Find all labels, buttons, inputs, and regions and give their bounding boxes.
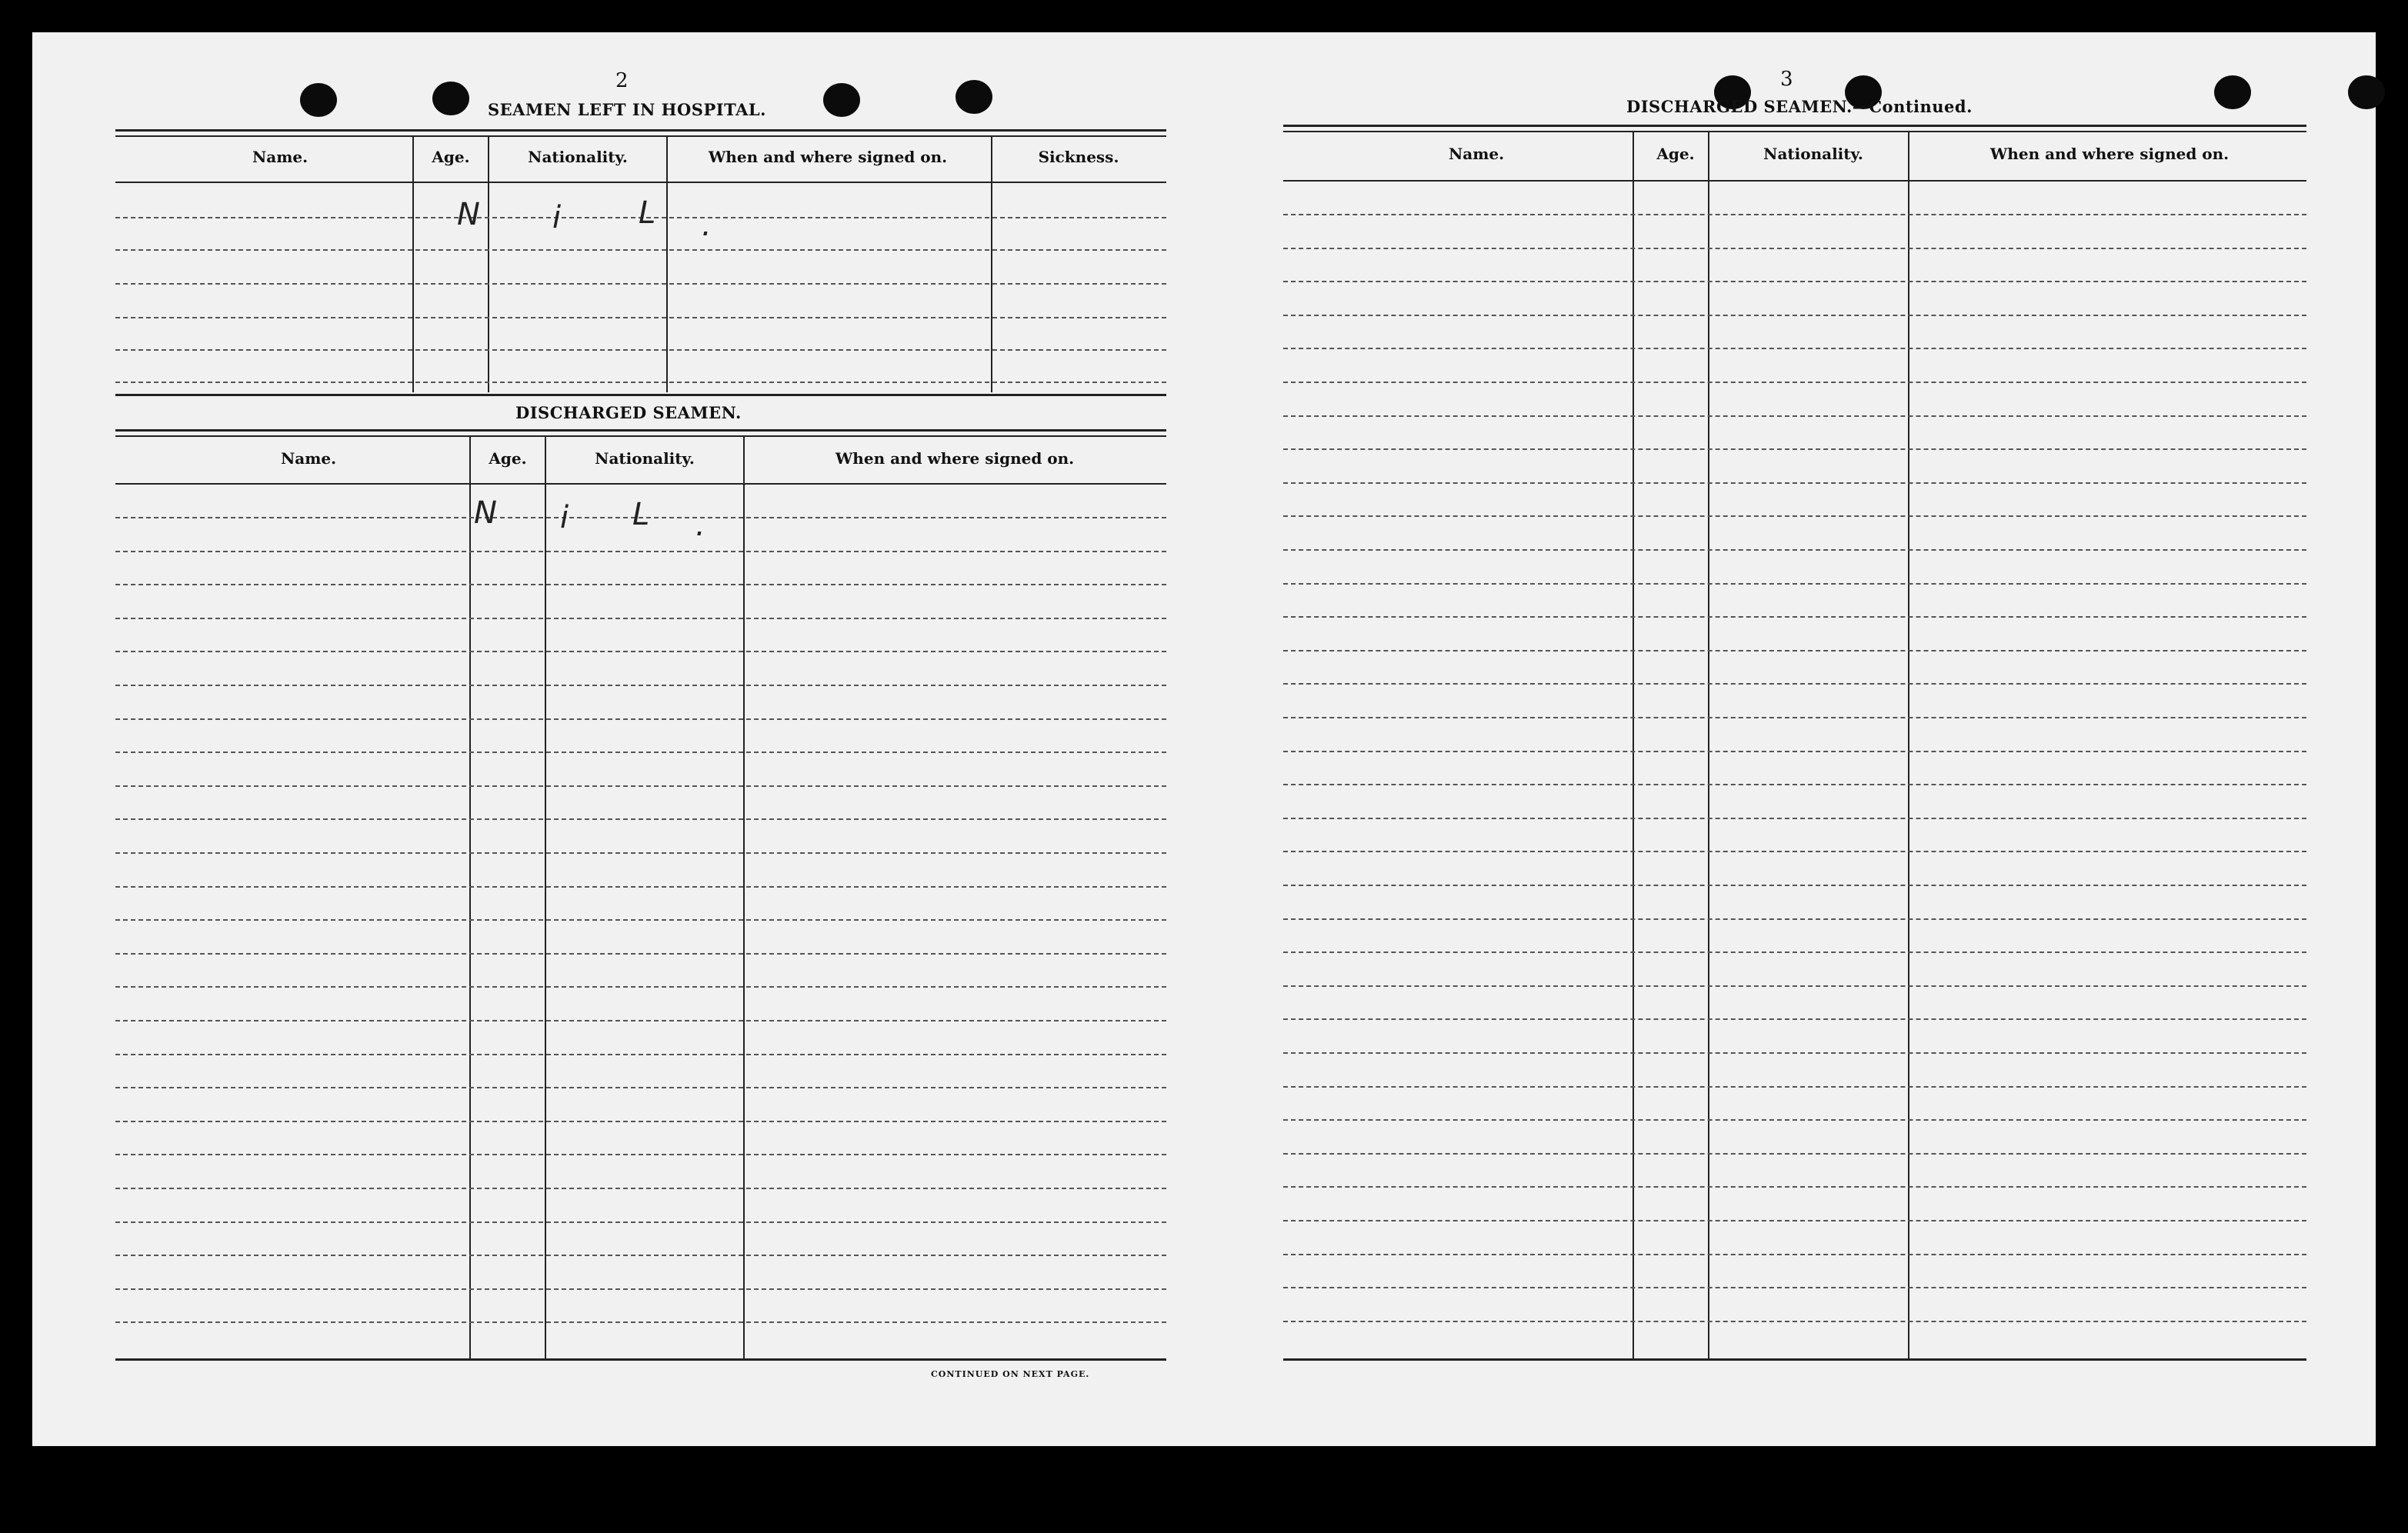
column-header-signed-on: When and where signed on. (1989, 145, 2230, 163)
column-divider (1908, 132, 1909, 1358)
table-bottom-rule (1283, 1358, 2306, 1361)
ruled-row (115, 1054, 1166, 1055)
ruled-row (115, 685, 1166, 686)
continued-footer: CONTINUED ON NEXT PAGE. (931, 1369, 1090, 1379)
handwritten-mark: L (632, 497, 650, 532)
ruled-row (115, 785, 1166, 787)
ruled-row (1283, 616, 2306, 618)
column-header-name: Name. (280, 449, 337, 468)
ruled-row (115, 551, 1166, 552)
ruled-row (1283, 1254, 2306, 1255)
ruled-row (1283, 751, 2306, 752)
ruled-row (1283, 281, 2306, 282)
ruled-row (115, 1288, 1166, 1290)
header-rule (1283, 180, 2306, 182)
column-divider (991, 137, 992, 392)
ruled-row (1283, 1220, 2306, 1221)
table-bottom-rule (115, 1358, 1166, 1361)
table-top-rule (115, 429, 1166, 432)
column-header-nationality: Nationality. (595, 449, 695, 468)
punch-hole (823, 83, 860, 117)
ruled-row (1283, 885, 2306, 886)
handwritten-mark: . (695, 508, 705, 543)
ruled-row (1283, 382, 2306, 383)
column-divider (666, 137, 668, 392)
punch-hole (432, 82, 469, 115)
ruled-row (115, 1087, 1166, 1088)
column-divider (1708, 132, 1709, 1358)
header-rule (115, 483, 1166, 485)
ruled-row (1283, 482, 2306, 484)
header-rule (115, 182, 1166, 183)
ruled-row (1283, 1153, 2306, 1155)
ruled-row (1283, 851, 2306, 852)
ruled-row (1283, 315, 2306, 316)
handwritten-mark: i (552, 200, 562, 235)
column-header-signed-on: When and where signed on. (835, 449, 1075, 468)
ruled-row (1283, 415, 2306, 417)
ruled-row (115, 818, 1166, 820)
table-top-rule (115, 435, 1166, 437)
column-divider (469, 437, 471, 1358)
ruled-row (115, 651, 1166, 652)
table-top-rule (115, 129, 1166, 132)
ruled-row (115, 1188, 1166, 1189)
column-header-age: Age. (489, 449, 527, 468)
ruled-row (1283, 784, 2306, 785)
ruled-row (115, 584, 1166, 585)
ruled-row (1283, 918, 2306, 920)
ruled-row (1283, 1052, 2306, 1054)
punch-hole (300, 83, 337, 117)
handwritten-mark: N (457, 197, 480, 232)
column-header-signed-on: When and where signed on. (708, 148, 948, 166)
column-divider (545, 437, 546, 1358)
handwritten-mark: L (639, 195, 656, 231)
ruled-row (1283, 348, 2306, 349)
ruled-row (1283, 818, 2306, 819)
table-top-rule (1283, 131, 2306, 132)
punch-hole (2348, 75, 2385, 109)
ruled-row (1283, 985, 2306, 987)
ruled-row (115, 618, 1166, 619)
ruled-row (115, 752, 1166, 753)
document-sheet (32, 32, 2376, 1446)
ruled-row (1283, 683, 2306, 685)
ruled-row (1283, 1018, 2306, 1020)
ruled-row (115, 1020, 1166, 1021)
ruled-row (115, 317, 1166, 318)
column-header-age: Age. (432, 148, 470, 166)
column-header-name: Name. (252, 148, 309, 166)
ruled-row (115, 1321, 1166, 1323)
ruled-row (1283, 1186, 2306, 1188)
table-top-rule (115, 135, 1166, 137)
ruled-row (115, 953, 1166, 955)
section-rule (115, 394, 1166, 396)
discharged-section-title: DISCHARGED SEAMEN. (515, 403, 742, 422)
ruled-row (1283, 448, 2306, 450)
ruled-row (115, 1121, 1166, 1122)
ruled-row (115, 1255, 1166, 1256)
ruled-row (115, 1221, 1166, 1223)
ruled-row (115, 249, 1166, 251)
page-number: 2 (615, 69, 629, 92)
ruled-row (115, 886, 1166, 888)
handwritten-mark: i (560, 500, 569, 535)
hospital-section-title: SEAMEN LEFT IN HOSPITAL. (488, 100, 766, 119)
column-header-nationality: Nationality. (1763, 145, 1863, 163)
column-header-age: Age. (1656, 145, 1695, 163)
handwritten-mark: N (474, 495, 497, 531)
ruled-row (115, 349, 1166, 351)
ruled-row (115, 852, 1166, 854)
column-header-nationality: Nationality. (528, 148, 628, 166)
ruled-row (1283, 1086, 2306, 1088)
discharged-continued-title: DISCHARGED SEAMEN.—Continued. (1626, 97, 1973, 116)
punch-hole (2214, 75, 2251, 109)
ruled-row (115, 986, 1166, 988)
table-top-rule (1283, 125, 2306, 127)
ruled-row (115, 382, 1166, 383)
ruled-row (115, 1154, 1166, 1155)
ruled-row (1283, 1119, 2306, 1121)
page-number: 3 (1780, 68, 1793, 91)
column-header-name: Name. (1448, 145, 1505, 163)
ruled-row (1283, 515, 2306, 517)
ruled-row (1283, 717, 2306, 718)
ruled-row (115, 283, 1166, 285)
ruled-row (1283, 1287, 2306, 1288)
ruled-row (1283, 951, 2306, 953)
punch-hole (956, 80, 992, 114)
ruled-row (1283, 583, 2306, 585)
column-divider (743, 437, 745, 1358)
ruled-row (115, 919, 1166, 921)
ruled-row (1283, 650, 2306, 652)
ruled-row (1283, 549, 2306, 551)
ruled-row (1283, 1321, 2306, 1322)
ruled-row (1283, 248, 2306, 249)
ruled-row (1283, 214, 2306, 215)
ruled-row (115, 718, 1166, 720)
column-divider (412, 137, 414, 392)
column-divider (1633, 132, 1634, 1358)
column-header-sickness: Sickness. (1038, 148, 1119, 166)
column-divider (488, 137, 489, 392)
handwritten-mark: . (702, 208, 712, 243)
